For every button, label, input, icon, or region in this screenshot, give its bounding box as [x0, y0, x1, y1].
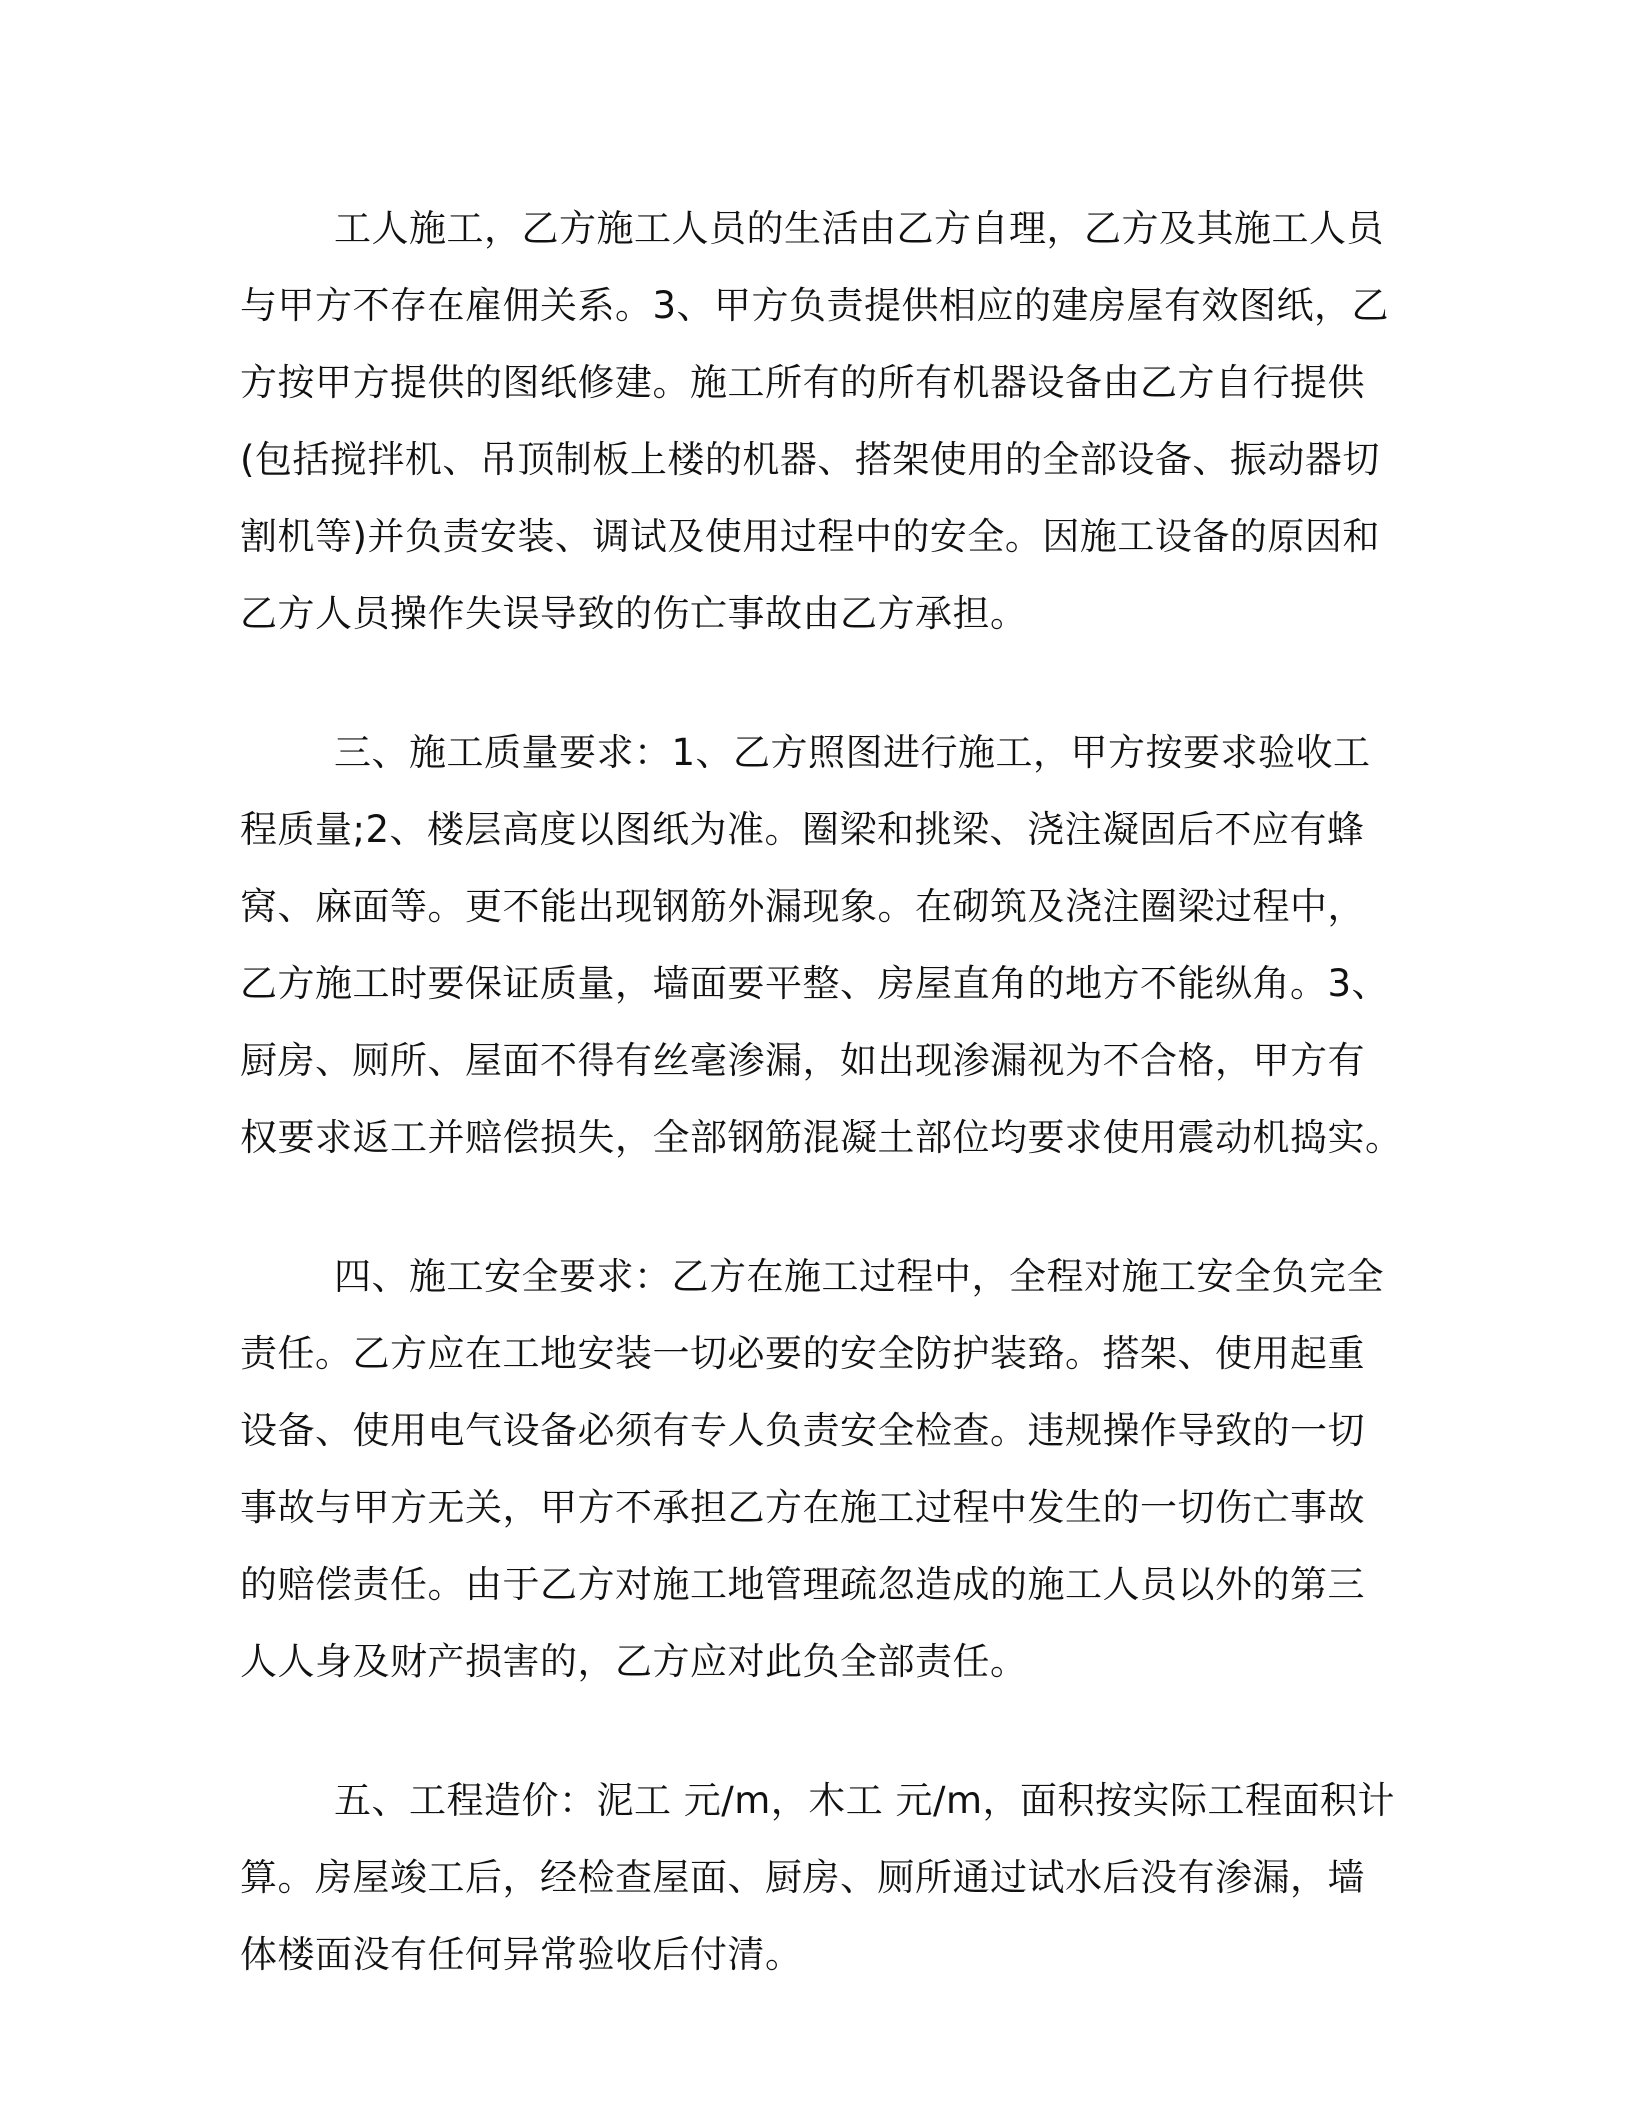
- document-body: [240, 190, 1403, 2055]
- text-line: 割机等)并负责安装、调试及使用过程中的安全。因施工设备的原因和: [240, 515, 1380, 558]
- text-line: 体楼面没有任何异常验收后付清。: [240, 1933, 803, 1976]
- text-line: 人人身及财产损害的，乙方应对此负全部责任。: [240, 1640, 1028, 1683]
- paragraph-worker-arrangement: [240, 190, 1390, 652]
- text-line: 窝、麻面等。更不能出现钢筋外漏现象。在砌筑及浇注圈梁过程中，: [240, 885, 1365, 928]
- text-line: 乙方人员操作失误导致的伤亡事故由乙方承担。: [240, 592, 1028, 635]
- text-line: 乙方施工时要保证质量，墙面要平整、房屋直角的地方不能纵角。3、: [240, 962, 1390, 1005]
- text-line: 与甲方不存在雇佣关系。3、甲方负责提供相应的建房屋有效图纸，乙: [240, 284, 1390, 327]
- text-line: (包括搅拌机、吊顶制板上楼的机器、搭架使用的全部设备、振动器切: [240, 438, 1380, 481]
- text-line: 责任。乙方应在工地安装一切必要的安全防护装臵。搭架、使用起重: [240, 1332, 1365, 1375]
- text-line: 四、施工安全要求：乙方在施工过程中，全程对施工安全负完全: [334, 1255, 1384, 1298]
- text-line: 事故与甲方无关，甲方不承担乙方在施工过程中发生的一切伤亡事故: [240, 1486, 1365, 1529]
- text-line: 设备、使用电气设备必须有专人负责安全检查。违规操作导致的一切: [240, 1409, 1365, 1452]
- text-line: 程质量;2、楼层高度以图纸为准。圈梁和挑梁、浇注凝固后不应有蜂: [240, 808, 1365, 851]
- paragraph-safety-requirements: [240, 1238, 1384, 1700]
- text-line: 工人施工，乙方施工人员的生活由乙方自理，乙方及其施工人员: [334, 207, 1384, 250]
- text-line: 五、工程造价：泥工 元/m，木工 元/m，面积按实际工程面积计: [334, 1779, 1396, 1822]
- text-line: 方按甲方提供的图纸修建。施工所有的所有机器设备由乙方自行提供: [240, 361, 1365, 404]
- text-line: 的赔偿责任。由于乙方对施工地管理疏忽造成的施工人员以外的第三: [240, 1563, 1365, 1606]
- paragraph-project-cost: [240, 1762, 1396, 1993]
- text-line: 三、施工质量要求：1、乙方照图进行施工，甲方按要求验收工: [334, 731, 1371, 774]
- text-line: 算。房屋竣工后，经检查屋面、厨房、厕所通过试水后没有渗漏，墙: [240, 1856, 1365, 1899]
- text-line: 权要求返工并赔偿损失，全部钢筋混凝土部位均要求使用震动机捣实。: [240, 1116, 1403, 1159]
- text-line: 厨房、厕所、屋面不得有丝毫渗漏，如出现渗漏视为不合格，甲方有: [240, 1039, 1365, 1082]
- paragraph-quality-requirements: [240, 714, 1403, 1176]
